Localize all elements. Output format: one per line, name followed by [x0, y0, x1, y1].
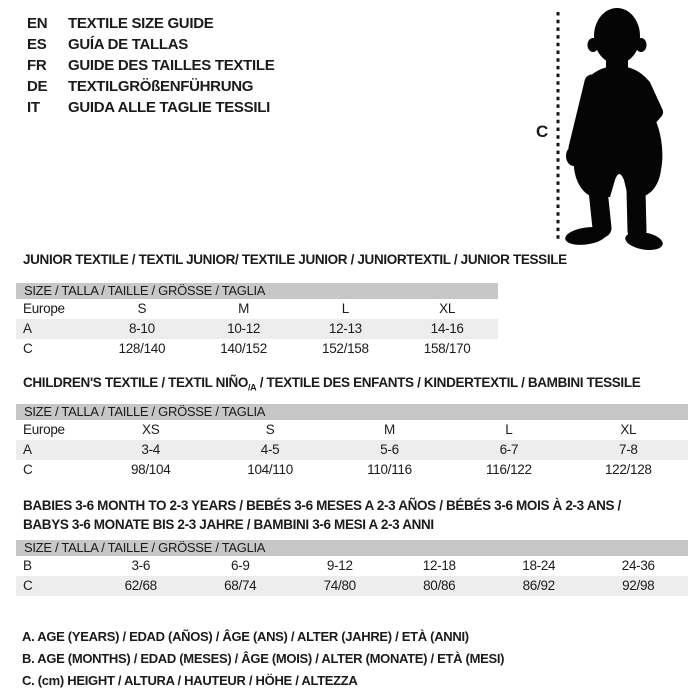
- children-section-title: [23, 373, 640, 398]
- legend-line-b: B. AGE (MONTHS) / EDAD (MESES) / ÂGE (MOIS) / ALTER (MONATE) / ETÀ (MESI): [22, 651, 505, 666]
- age-cell: 9-12: [326, 558, 353, 573]
- junior-section-title: JUNIOR TEXTILE / TEXTIL JUNIOR/ TEXTILE JUNIOR / JUNIORTEXTIL / JUNIOR TESSILE: [23, 252, 567, 267]
- table-row: [16, 339, 498, 359]
- age-cell: 7-8: [618, 442, 638, 457]
- language-code: ES: [27, 36, 47, 53]
- age-cell: 18-24: [522, 558, 556, 573]
- age-cell: 12-13: [328, 321, 362, 336]
- age-cell: 12-18: [422, 558, 456, 573]
- legend-line-c: C. (cm) HEIGHT / ALTURA / HAUTEUR / HÖHE / ALTEZZA: [22, 673, 358, 688]
- legend-line-a: A. AGE (YEARS) / EDAD (AÑOS) / ÂGE (ANS) / ALTER (JAHRE) / ETÀ (ANNI): [22, 629, 469, 644]
- height-cell: 110/116: [367, 462, 412, 477]
- table-row: [16, 420, 688, 440]
- children-title-sub: /A: [248, 382, 257, 393]
- age-cell: 4-5: [260, 442, 280, 457]
- height-cell: 104/110: [247, 462, 293, 477]
- language-code: EN: [27, 15, 48, 32]
- language-code: DE: [27, 78, 48, 95]
- junior-size-table: [16, 283, 498, 359]
- height-cell: 128/140: [118, 341, 166, 356]
- age-cell: 14-16: [430, 321, 464, 336]
- table-header: SIZE / TALLA / TAILLE / GRÖSSE / TAGLIA: [16, 540, 688, 556]
- children-size-table: [16, 404, 688, 480]
- language-title: GUIDE DES TAILLES TEXTILE: [68, 57, 275, 74]
- height-cell: 152/158: [322, 341, 369, 356]
- language-row-it: [27, 97, 274, 118]
- language-title: TEXTILGRÖßENFÜHRUNG: [68, 78, 254, 95]
- size-cell: XL: [620, 422, 637, 437]
- height-cell: 74/80: [323, 578, 356, 593]
- language-title: GUÍA DE TALLAS: [68, 36, 188, 53]
- age-cell: 5-6: [380, 442, 399, 457]
- table-row: [16, 576, 688, 596]
- size-cell: M: [238, 301, 250, 316]
- language-title: GUIDA ALLE TAGLIE TESSILI: [68, 99, 270, 116]
- table-row: [16, 319, 498, 339]
- size-cell: M: [384, 422, 395, 437]
- row-label: Europe: [23, 301, 65, 316]
- children-title-suffix: / TEXTILE DES ENFANTS / KINDERTEXTIL / BAMBINI TESSILE: [256, 375, 641, 390]
- language-code: IT: [27, 99, 40, 116]
- age-cell: 3-6: [131, 558, 151, 573]
- toddler-body: [564, 8, 664, 252]
- babies-title-line1: BABIES 3-6 MONTH TO 2-3 YEARS / BEBÉS 3-6 MESES A 2-3 AÑOS / BÉBÉS 3-6 MOIS À 2-3 ANS /: [23, 498, 621, 513]
- babies-size-table: [16, 540, 688, 596]
- height-cell: 98/104: [130, 462, 171, 477]
- language-title: TEXTILE SIZE GUIDE: [68, 15, 214, 32]
- size-cell: XL: [439, 301, 456, 316]
- age-cell: 6-7: [499, 442, 519, 457]
- baby-silhouette-icon: [520, 0, 700, 252]
- row-label: A: [23, 442, 32, 457]
- height-cell: 86/92: [522, 578, 555, 593]
- table-header: SIZE / TALLA / TAILLE / GRÖSSE / TAGLIA: [16, 404, 688, 420]
- table-row: [16, 299, 498, 319]
- figure-area: [520, 0, 700, 252]
- height-cell: 122/128: [604, 462, 652, 477]
- height-cell: 140/152: [220, 341, 267, 356]
- row-label: Europe: [23, 422, 65, 437]
- age-cell: 24-36: [621, 558, 655, 573]
- language-code: FR: [27, 57, 47, 74]
- height-cell: 62/68: [124, 578, 157, 593]
- height-cell: 68/74: [224, 578, 257, 593]
- language-list: [27, 13, 274, 118]
- row-label: A: [23, 321, 32, 336]
- age-cell: 8-10: [128, 321, 155, 336]
- height-cell: 158/170: [423, 341, 471, 356]
- row-label: B: [23, 558, 32, 573]
- size-cell: S: [137, 301, 147, 316]
- language-row-de: [27, 76, 274, 97]
- size-cell: L: [505, 422, 513, 437]
- table-header: SIZE / TALLA / TAILLE / GRÖSSE / TAGLIA: [16, 283, 498, 299]
- height-cell: 92/98: [622, 578, 655, 593]
- row-label: C: [23, 462, 33, 477]
- language-row-fr: [27, 55, 274, 76]
- language-row-es: [27, 34, 274, 55]
- height-cell: 116/122: [486, 462, 532, 477]
- size-cell: XS: [141, 422, 160, 437]
- row-label: C: [23, 578, 33, 593]
- measure-legend: [22, 626, 504, 692]
- table-row: [16, 556, 688, 576]
- babies-section-title: [23, 496, 621, 534]
- language-row-en: [27, 13, 274, 34]
- size-cell: L: [341, 301, 349, 316]
- height-measure-label: C: [536, 122, 548, 141]
- age-cell: 6-9: [230, 558, 250, 573]
- row-label: C: [23, 341, 33, 356]
- age-cell: 3-4: [141, 442, 160, 457]
- children-title-prefix: CHILDREN'S TEXTILE / TEXTIL NIÑO: [23, 375, 249, 390]
- babies-title-line2: BABYS 3-6 MONATE BIS 2-3 JAHRE / BAMBINI 3-6 MESI A 2-3 ANNI: [23, 517, 434, 532]
- size-cell: S: [265, 422, 275, 437]
- table-row: [16, 460, 688, 480]
- height-cell: 80/86: [423, 578, 456, 593]
- age-cell: 10-12: [227, 321, 261, 336]
- table-row: [16, 440, 688, 460]
